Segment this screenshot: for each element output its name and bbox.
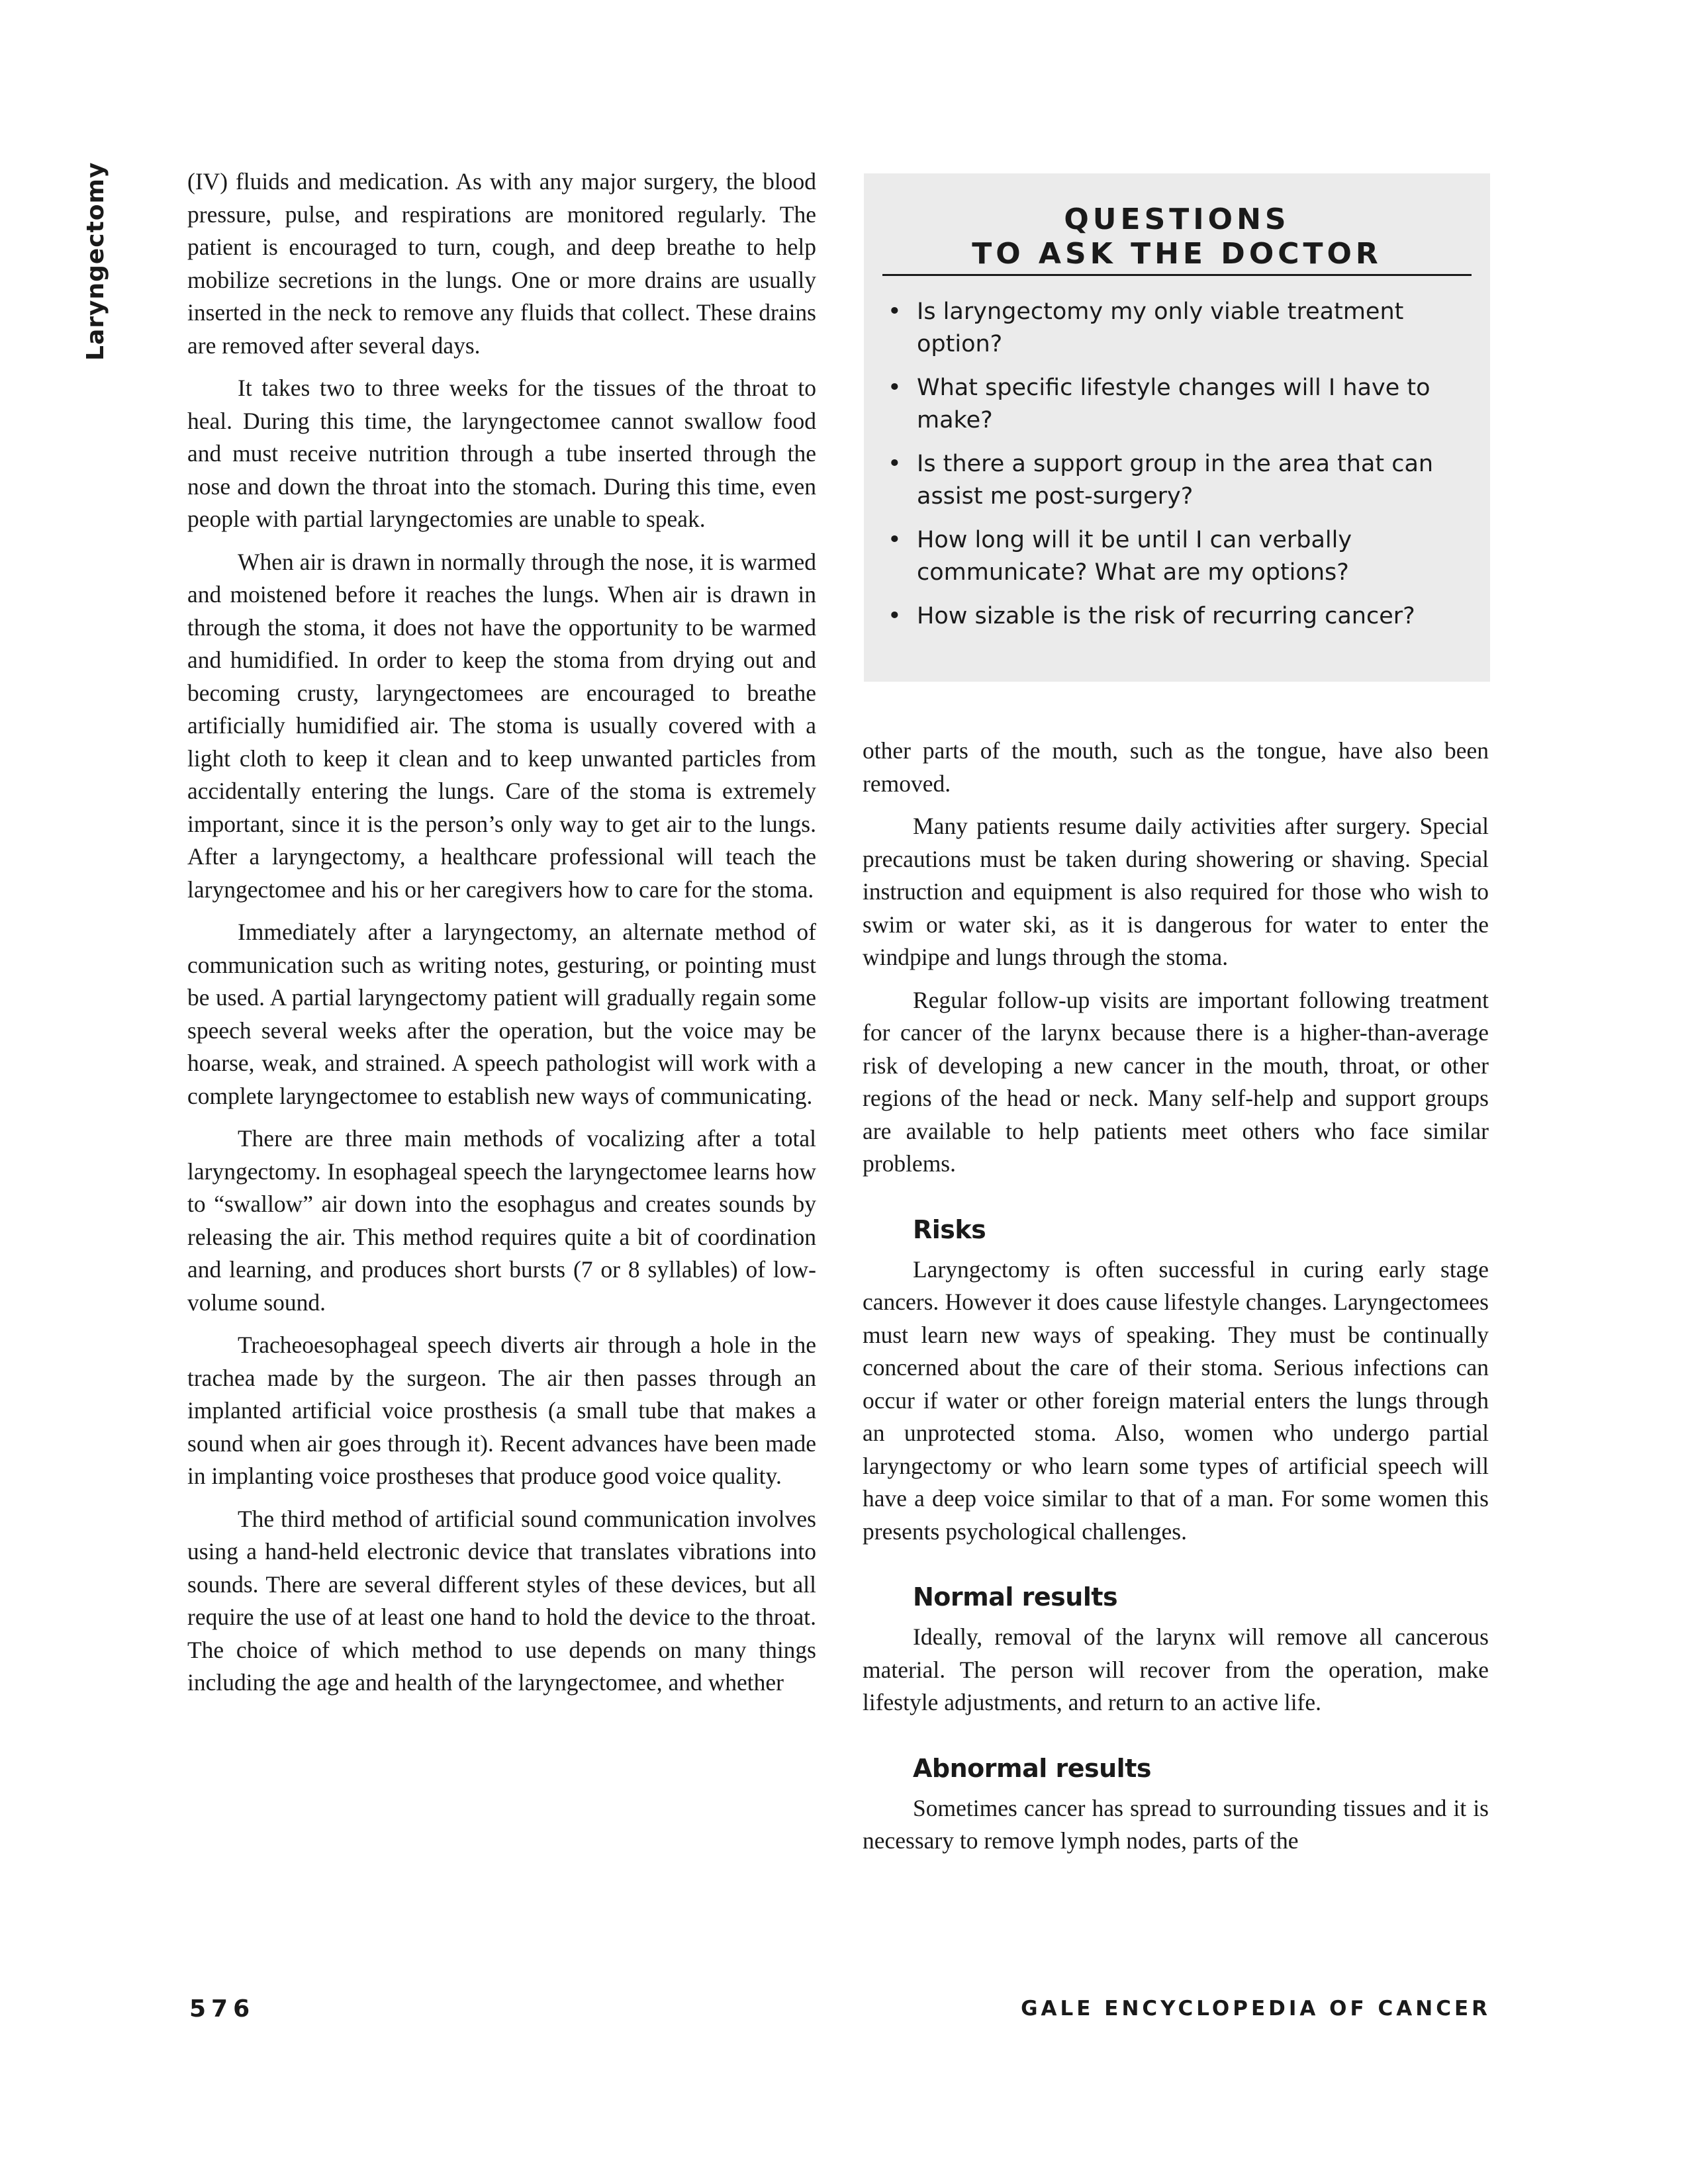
paragraph: Sometimes cancer has spread to surrounding tissues and it is necessary to remove lymph nodes, parts of the bbox=[863, 1794, 1489, 1854]
question-text: What specific lifestyle changes will I have to make? bbox=[917, 375, 1430, 433]
normal-results-heading: Normal results bbox=[913, 1582, 1118, 1612]
bullet-icon: • bbox=[888, 603, 902, 629]
question-text: How long will it be until I can verbally communicate? What are my options? bbox=[917, 527, 1352, 586]
paragraph: (IV) fluids and medication. As with any major surgery, the blood pressure, pulse, and respirations are monitored regularly. The patient is encouraged to turn, cough, and deep breathe to help mobilize secretions in the lungs. One or more drains are usually inserted in the neck to remove any fluids that collect. These drains are removed after several days. bbox=[187, 168, 816, 359]
list-item bbox=[882, 448, 1472, 513]
paragraph: Many patients resume daily activities after surgery. Special precautions must be taken during showering or shaving. Special instruction and equipment is also required for those who wish to swim or water ski, as it is dangerous for water to enter the windpipe and lungs through the stoma. bbox=[863, 813, 1489, 970]
questions-sidebar bbox=[864, 173, 1490, 682]
question-text: Is laryngectomy my only viable treatment option? bbox=[917, 298, 1404, 357]
right-column bbox=[863, 735, 1489, 1868]
question-text: Is there a support group in the area that can assist me post-surgery? bbox=[917, 451, 1434, 510]
list-item bbox=[882, 524, 1472, 589]
left-column bbox=[187, 165, 816, 1709]
sidebar-title-line1: QUESTIONS bbox=[1064, 203, 1290, 236]
list-item bbox=[882, 600, 1472, 633]
bullet-icon: • bbox=[888, 298, 902, 325]
running-head-side-tab: Laryngectomy bbox=[82, 161, 109, 361]
questions-list bbox=[882, 296, 1472, 633]
page-number: 576 bbox=[189, 1995, 256, 2023]
bullet-icon: • bbox=[888, 527, 902, 553]
question-text: How sizable is the risk of recurring cancer? bbox=[917, 603, 1415, 629]
abnormal-results-heading: Abnormal results bbox=[913, 1753, 1151, 1783]
paragraph: Ideally, removal of the larynx will remove all cancerous material. The person will recover from the operation, make lifestyle adjustments, and return to an active life. bbox=[863, 1623, 1489, 1715]
paragraph: Tracheoesophageal speech diverts air through a hole in the trachea made by the surgeon. The air then passes through an implanted artificial voice prosthesis (a small tube that makes a sound when air goes through it). Recent advances have been made in implanting voice prostheses that produce good voice quality. bbox=[187, 1332, 816, 1489]
paragraph: When air is drawn in normally through the nose, it is warmed and moistened before it reaches the lungs. When air is drawn in through the stoma, it does not have the opportunity to be warmed and humidified. In order to keep the stoma from drying out and becoming crusty, laryngectomees are encouraged to breathe artificially humidified air. The stoma is usually covered with a light cloth to keep it clean and to keep unwanted particles from accidentally entering the lungs. Care of the stoma is extremely important, since it is the person’s only way to get air to the lungs. After a laryngectomy, a healthcare professional will teach the laryngectomee and his or her caregivers how to care for the stoma. bbox=[187, 548, 816, 903]
paragraph: Immediately after a laryngectomy, an alternate method of communication such as writing notes, gesturing, or pointing must be used. A partial laryngectomy patient will gradually regain some speech several weeks after the operation, but the voice may be hoarse, weak, and strained. A speech pathologist will work with a complete laryngectomee to establish new ways of communicating. bbox=[187, 919, 816, 1109]
paragraph: It takes two to three weeks for the tissues of the throat to heal. During this time, the laryngectomee cannot swallow food and must receive nutrition through a tube inserted through the nose and down the throat into the stomach. During this time, even people with partial laryngectomies are unable to speak. bbox=[187, 375, 816, 532]
list-item bbox=[882, 372, 1472, 437]
risks-heading: Risks bbox=[913, 1214, 986, 1244]
sidebar-title bbox=[882, 203, 1472, 276]
bullet-icon: • bbox=[888, 375, 902, 401]
paragraph: There are three main methods of vocalizing after a total laryngectomy. In esophageal speech the laryngectomee learns how to “swallow” air down into the esophagus and creates sounds by releasing the air. This method requires quite a bit of coordination and learning, and produces short bursts (7 or 8 syllables) of low-volume sound. bbox=[187, 1125, 816, 1316]
paragraph: Laryngectomy is often successful in curing early stage cancers. However it does cause lifestyle changes. Laryngectomees must learn new ways of speaking. They must be continually concerned about the care of their stoma. Serious infections can occur if water or other foreign material enters the lungs through an unprotected stoma. Also, women who undergo partial laryngectomy or who learn some types of artificial speech will have a deep voice similar to that of a man. For some women this presents psychological challenges. bbox=[863, 1255, 1489, 1545]
list-item bbox=[882, 296, 1472, 361]
sidebar-title-line2: TO ASK THE DOCTOR bbox=[972, 237, 1382, 271]
paragraph: other parts of the mouth, such as the tongue, have also been removed. bbox=[863, 737, 1489, 797]
paragraph: The third method of artificial sound communication involves using a hand-held electronic device that translates vibrations into sounds. There are several different styles of these devices, but all require the use of at least one hand to hold the device to the throat. The choice of which method to use depends on many things including the age and health of the laryngectomee, and whether bbox=[187, 1505, 816, 1696]
paragraph: Regular follow-up visits are important following treatment for cancer of the larynx because there is a higher-than-average risk of developing a new cancer in the mouth, throat, or other regions of the head or neck. Many self-help and support groups are available to help patients meet others who face similar problems. bbox=[863, 986, 1489, 1177]
publication-title: GALE ENCYCLOPEDIA OF CANCER bbox=[1021, 1997, 1491, 2021]
bullet-icon: • bbox=[888, 451, 902, 477]
